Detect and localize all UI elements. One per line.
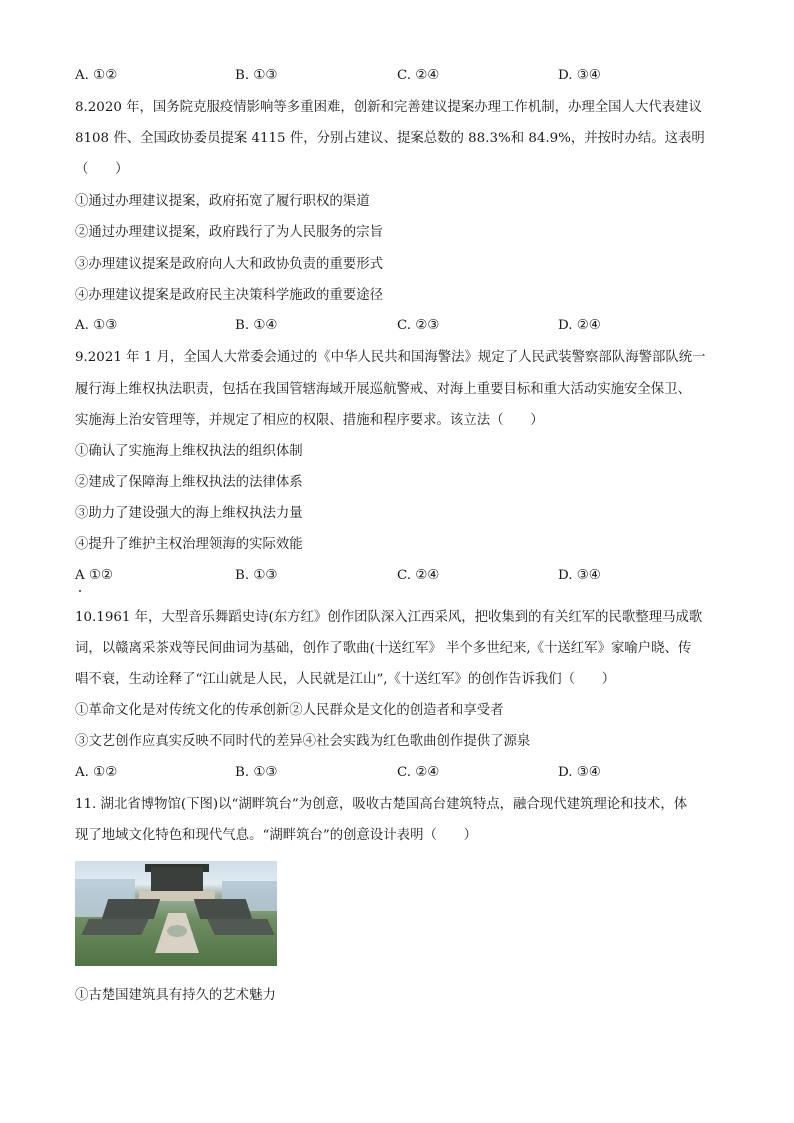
q8-option-c[interactable]: C. ②③	[397, 318, 440, 333]
q9-option-b[interactable]: B. ①③	[235, 568, 278, 583]
q10-options	[75, 764, 735, 782]
q9-option-c[interactable]: C. ②④	[397, 568, 440, 583]
q10-stem-line-3: 唱不衰，生动诠释了“江山就是人民，人民就是江山”,《十送红军》的创作告诉我们（ ）	[75, 672, 616, 687]
q10-option-b[interactable]: B. ①③	[235, 765, 278, 780]
q7-option-d[interactable]: D. ③④	[558, 68, 601, 83]
q8-statement-2: ②通过办理建议提案，政府践行了为人民服务的宗旨	[75, 225, 383, 240]
q9-option-a[interactable]: A ①②	[75, 568, 113, 583]
q10-option-d[interactable]: D. ③④	[558, 765, 601, 780]
q10-option-a[interactable]: A. ①②	[75, 765, 118, 780]
q8-stem-line-1: 8.2020 年，国务院克服疫情影响等多重困难，创新和完善建议提案办理工作机制，办理全国人大代表建议	[75, 100, 702, 115]
q10-stem-line-2: 词，以赣离采茶戏等民间曲词为基础，创作了歌曲(十送红军》 半个多世纪来,《十送红军》家喻户晓、传	[75, 641, 692, 656]
q9-stem-line-2: 履行海上维权执法职责，包括在我国管辖海域开展巡航警戒、对海上重要目标和重大活动实施安全保卫、	[75, 382, 691, 397]
q9-stem-line-1: 9.2021 年 1 月，全国人大常委会通过的《中华人民共和国海警法》规定了人民武装警察部队海警部队统一	[75, 350, 706, 365]
q9-stem-line-3: 实施海上治安管理等，并规定了相应的权限、措施和程序要求。该立法（ ）	[75, 413, 544, 428]
q11-stem-line-1: 11. 湖北省博物馆(下图)以“湖畔筑台”为创意，吸收古楚国高台建筑特点，融合现代建筑理论和技术，体	[75, 797, 688, 812]
q9-statement-3: ③助力了建设强大的海上维权执法力量	[75, 506, 303, 521]
q7-option-c[interactable]: C. ②④	[397, 68, 440, 83]
q8-option-a[interactable]: A. ①③	[75, 318, 118, 333]
q8-stem-line-3: （ ）	[75, 162, 129, 177]
stray-dot	[79, 590, 81, 592]
q7-option-a[interactable]: A. ①②	[75, 68, 118, 83]
q9-statement-2: ②建成了保障海上维权执法的法律体系	[75, 475, 303, 490]
q8-statement-4: ④办理建议提案是政府民主决策科学施政的重要途径	[75, 288, 383, 303]
q8-stem-line-2: 8108 件、全国政协委员提案 4115 件，分别占建议、提案总数的 88.3%和 84.9%，并按时办结。这表明	[75, 131, 705, 146]
q9-statement-4: ④提升了维护主权治理领海的实际效能	[75, 537, 303, 552]
q8-statement-3: ③办理建议提案是政府向人大和政协负责的重要形式	[75, 257, 383, 272]
q9-option-d[interactable]: D. ③④	[558, 568, 601, 583]
q8-option-d[interactable]: D. ②④	[558, 318, 601, 333]
q10-option-c[interactable]: C. ②④	[397, 765, 440, 780]
q8-option-b[interactable]: B. ①④	[235, 318, 278, 333]
q8-options	[75, 317, 735, 335]
q10-statement-1: ①革命文化是对传统文化的传承创新②人民群众是文化的创造者和享受者	[75, 703, 504, 718]
q11-statement-1: ①古楚国建筑具有持久的艺术魅力	[75, 988, 276, 1003]
q9-options	[75, 567, 735, 585]
q11-stem-line-2: 现了地域文化特色和现代气息。“湖畔筑台”的创意设计表明（ ）	[75, 828, 478, 843]
q9-statement-1: ①确认了实施海上维权执法的组织体制	[75, 444, 303, 459]
q7-options	[75, 67, 735, 85]
hubei-museum-photo	[75, 861, 277, 966]
q10-stem-line-1: 10.1961 年，大型音乐舞蹈史诗(东方红》创作团队深入江西采风，把收集到的有关红军的民歌整理马成歌	[75, 610, 703, 625]
q7-option-b[interactable]: B. ①③	[235, 68, 278, 83]
q10-statement-2: ③文艺创作应真实反映不同时代的差异④社会实践为红色歌曲创作提供了源泉	[75, 734, 531, 749]
q8-statement-1: ①通过办理建议提案，政府拓宽了履行职权的渠道	[75, 194, 370, 209]
